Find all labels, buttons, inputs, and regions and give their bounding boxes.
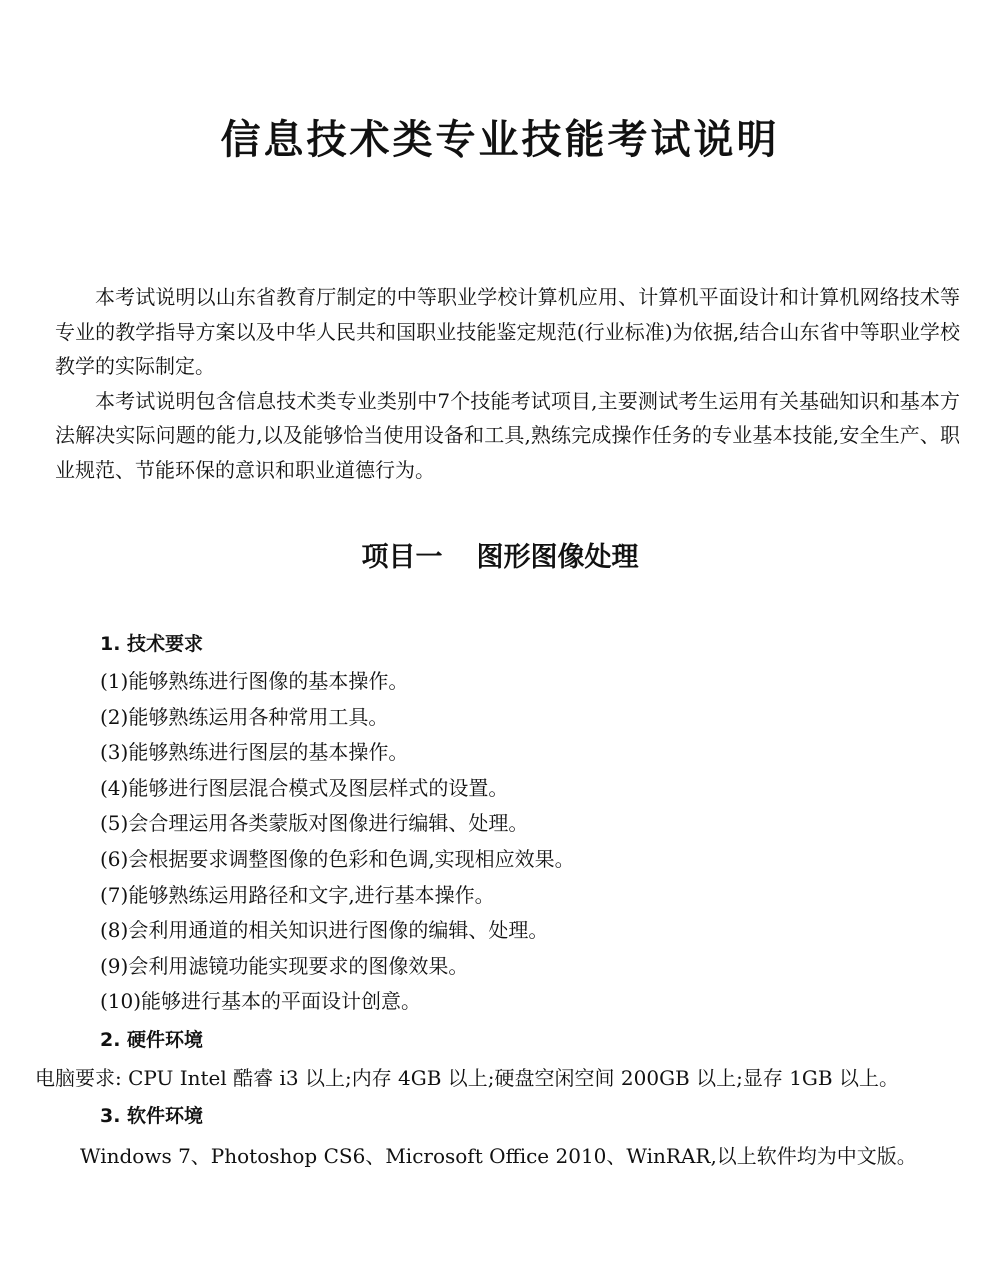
software-text: Windows 7、Photoshop CS6、Microsoft Office 2010、WinRAR,以上软件均为中文版。 — [80, 1143, 917, 1168]
document-title: 信息技术类专业技能考试说明 — [220, 117, 780, 163]
project-body — [35, 624, 965, 1176]
requirement-item: (1)能够熟练进行图像的基本操作。 — [100, 669, 409, 693]
project-name: 图形图像处理 — [476, 542, 639, 573]
hardware-heading: 2. 硬件环境 — [100, 1028, 204, 1051]
hardware-text: 电脑要求: CPU Intel 酷睿 i3 以上;内存 4GB 以上;硬盘空闲空间 200GB 以上;显存 1GB 以上。 — [35, 1065, 899, 1090]
requirement-item: (4)能够进行图层混合模式及图层样式的设置。 — [100, 775, 509, 800]
requirement-item: (7)能够熟练运用路径和文字,进行基本操作。 — [100, 882, 495, 907]
requirement-item: (3)能够熟练进行图层的基本操作。 — [100, 740, 409, 765]
requirement-item: (10)能够进行基本的平面设计创意。 — [100, 989, 422, 1014]
requirement-item: (8)会利用通道的相关知识进行图像的编辑、处理。 — [100, 918, 549, 943]
software-heading: 3. 软件环境 — [100, 1104, 204, 1127]
technical-requirements-heading: 1. 技术要求 — [100, 633, 204, 655]
requirement-item: (9)会利用滤镜功能实现要求的图像效果。 — [100, 953, 469, 978]
project-title — [0, 535, 1000, 574]
requirement-item: (2)能够熟练运用各种常用工具。 — [100, 704, 389, 729]
requirement-item: (5)会合理运用各类蒙版对图像进行编辑、处理。 — [100, 811, 529, 836]
intro-paragraph: 本考试说明以山东省教育厅制定的中等职业学校计算机应用、计算机平面设计和计算机网络技术等专业的教学指导方案以及中华人民共和国职业技能鉴定规范(行业标准)为依据,结合山东省中等职业学校教学的实际制定。 — [55, 285, 960, 378]
intro-section — [55, 280, 960, 487]
project-number: 项目一 — [361, 542, 443, 573]
intro-paragraph: 本考试说明包含信息技术类专业类别中7个技能考试项目,主要测试考生运用有关基础知识和基本方法解决实际问题的能力,以及能够恰当使用设备和工具,熟练完成操作任务的专业基本技能,安全生产、职业规范、节能环保的意识和职业道德行为。 — [55, 388, 960, 482]
requirement-item: (6)会根据要求调整图像的色彩和色调,实现相应效果。 — [100, 846, 575, 871]
